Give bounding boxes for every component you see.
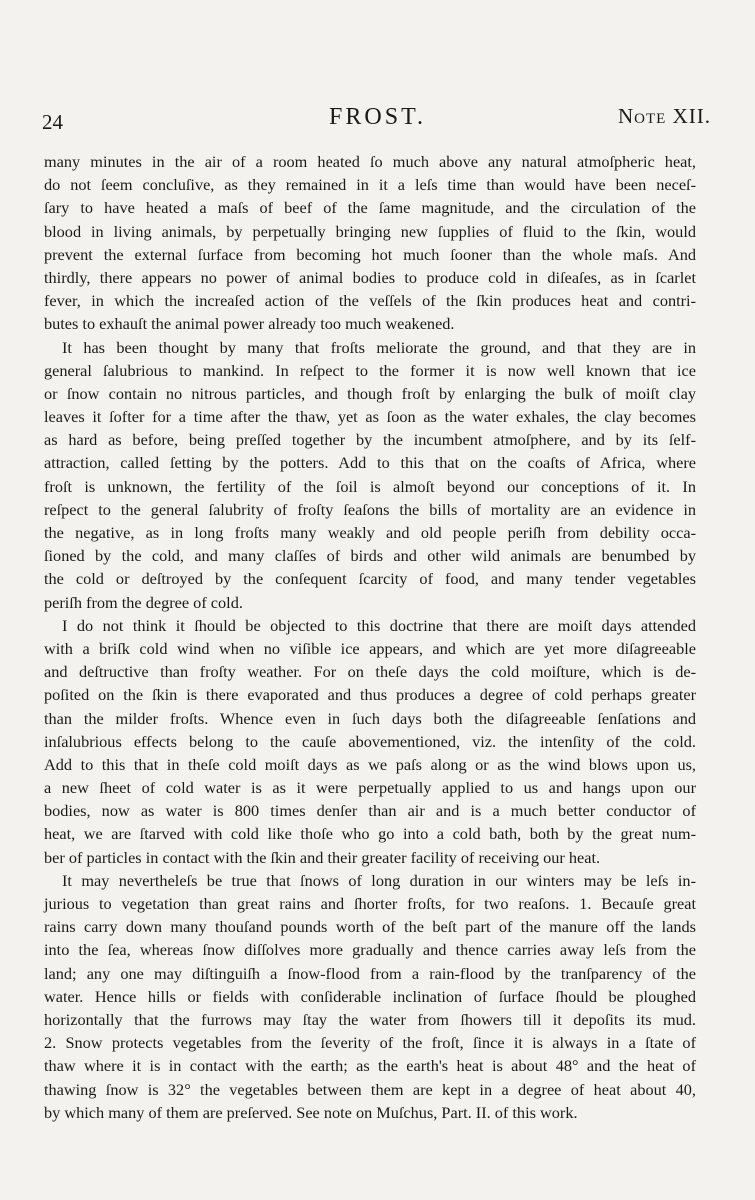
text-line: 2. Snow protects vegetables from the ſeverity of the froſt, ſince it is always in a ſtate of (44, 1033, 696, 1053)
text-line: horizontally that the furrows may ſtay the water from ſhowers till it depoſits its mud. (44, 1009, 696, 1029)
paragraph (44, 614, 696, 869)
text-line: prevent the external ſurface from becoming hot much ſooner than the whole maſs. And (44, 244, 696, 264)
text-line: the negative, as in long froſts many weakly and old people periſh from debility occa- (44, 523, 696, 542)
text-line: thaw where it is in contact with the earth; as the earth's heat is about 48° and the heat of (44, 1056, 696, 1076)
text-line: many minutes in the air of a room heated ſo much above any natural atmoſpheric heat, (44, 152, 696, 171)
text-line: bodies, now as water is 800 times denſer than air and is a much better conductor of (44, 801, 696, 821)
text-line: ſary to have heated a maſs of beef of the ſame magnitude, and the circulation of the (44, 198, 696, 218)
text-line: inſalubrious effects belong to the cauſe abovementioned, viz. the intenſity of the cold. (44, 731, 696, 751)
text-line: than the milder froſts. Whence even in ſuch days both the diſagreeable ſenſations and (44, 708, 696, 728)
text-line: ſioned by the cold, and many claſſes of birds and other wild animals are benumbed by (44, 546, 696, 566)
text-line: heat, we are ſtarved with cold like thoſe who go into a cold bath, both by the great num- (44, 824, 696, 844)
text-line: thirdly, there appears no power of animal bodies to produce cold in diſeaſes, as in ſcarlet (44, 267, 696, 287)
page-number: 24 (42, 110, 63, 134)
text-line: I do not think it ſhould be objected to this doctrine that there are moiſt days attended (62, 615, 696, 635)
text-line: or ſnow contain no nitrous particles, and though froſt by enlarging the bulk of moiſt clay (44, 383, 696, 403)
text-line: froſt is unknown, the fertility of the ſoil is almoſt beyond our conceptions of it. In (44, 476, 696, 496)
text-line: do not ſeem concluſive, as they remained in it a leſs time than would have been neceſ- (44, 175, 696, 195)
text-line: into the ſea, whereas ſnow diſſolves more gradually and thence carries away leſs from the (44, 940, 696, 960)
text-line: periſh from the degree of cold. (44, 592, 243, 612)
text-line: land; any one may diſtinguiſh a ſnow-flood from a rain-flood by the tranſparency of the (44, 963, 696, 983)
text-line: a new ſheet of cold water is as it were perpetually applied to us and hangs upon our (44, 778, 696, 798)
text-line: general ſalubrious to mankind. In reſpect to the former it is now well known that ice (44, 360, 696, 380)
text-line: blood in living animals, by perpetually bringing new ſupplies of fluid to the ſkin, would (44, 221, 696, 241)
text-line: Add to this that in theſe cold moiſt days as we paſs along or as the wind blows upon us, (44, 754, 696, 774)
text-line: as hard as before, being preſſed together by the incumbent atmoſphere, and by its ſelf- (44, 430, 696, 450)
text-line: rains carry down many thouſand pounds worth of the beſt part of the manure off the lands (44, 917, 696, 937)
text-line: It may nevertheleſs be true that ſnows of long duration in our winters may be leſs in- (62, 870, 696, 890)
text-line: ber of particles in contact with the ſkin and their greater facility of receiving our heat. (44, 847, 601, 867)
text-line: jurious to vegetation than great rains and ſhorter froſts, for two reaſons. 1. Becauſe great (44, 894, 696, 913)
text-line: water. Hence hills or fields with conſiderable inclination of ſurface ſhould be ploughed (44, 986, 696, 1006)
text-line: It has been thought by many that froſts meliorate the ground, and that they are in (62, 337, 696, 357)
running-title: FROST. (329, 104, 426, 130)
note-label: Note XII. (618, 104, 711, 128)
text-line: fever, in which the increaſed action of the veſſels of the ſkin produces heat and contri- (44, 291, 696, 311)
text-line: and deſtructive than froſty weather. For on theſe days the cold moiſture, which is de- (44, 662, 696, 682)
text-line: the cold or deſtroyed by the conſequent ſcarcity of food, and many tender vegetables (44, 569, 696, 589)
text-line: poſited on the ſkin is there evaporated and thus produces a degree of cold perhaps greater (44, 685, 696, 705)
text-line: butes to exhauſt the animal power already too much weakened. (44, 314, 455, 334)
text-line: with a briſk cold wind when no viſible ice appears, and which are yet more diſagreeable (44, 638, 696, 658)
text-line: thawing ſnow is 32° the vegetables between them are kept in a degree of heat about 40, (44, 1079, 696, 1099)
text-line: leaves it ſofter for a time after the thaw, yet as ſoon as the water exhales, the clay becomes (44, 407, 696, 427)
paragraph (44, 336, 696, 614)
paragraph (44, 869, 696, 1124)
page-header (0, 100, 755, 140)
text-line: reſpect to the general ſalubrity of froſty ſeaſons the bills of mortality are an evidence in (44, 499, 696, 519)
paragraph (44, 150, 696, 336)
text-line: attraction, called ſetting by the potters. Add to this that on the coaſts of Africa, where (44, 453, 696, 473)
body-text (44, 150, 696, 1124)
text-line: by which many of them are preſerved. See note on Muſchus, Part. II. of this work. (44, 1102, 578, 1122)
